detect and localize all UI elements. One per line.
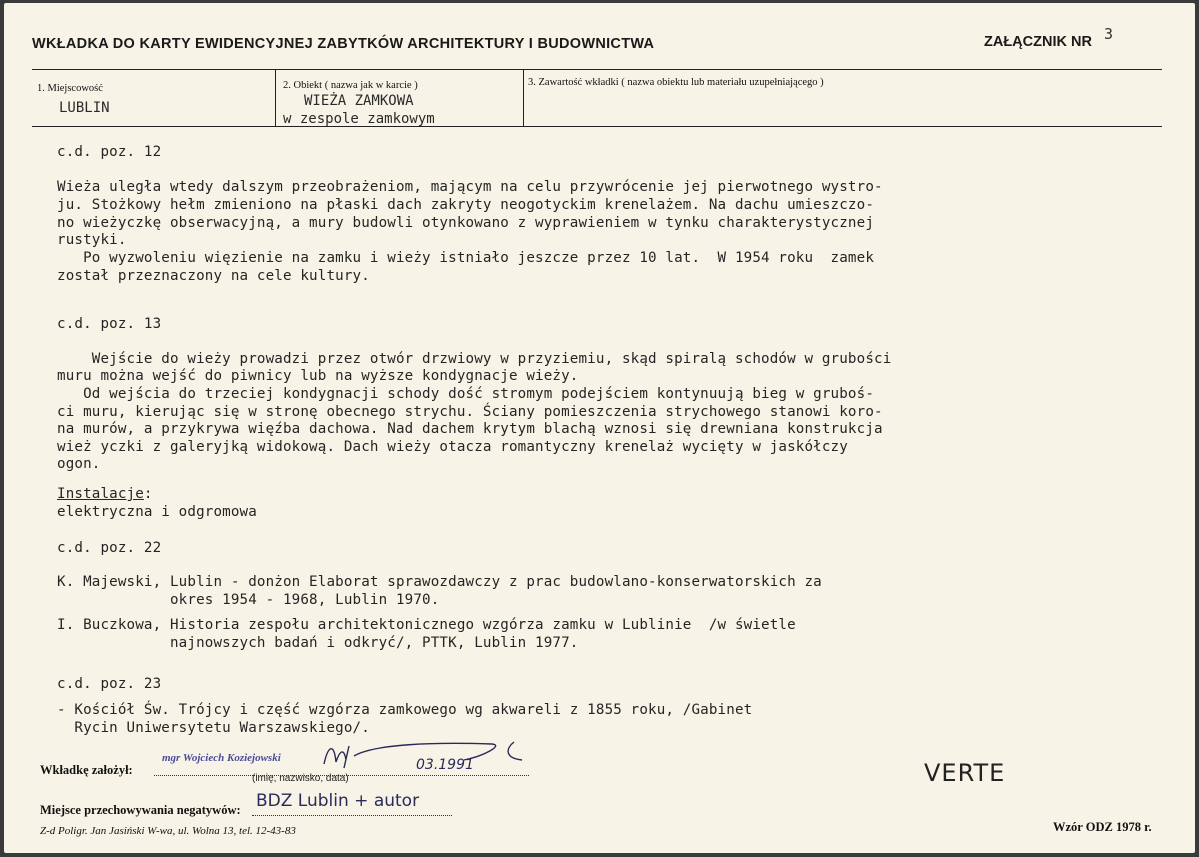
body-line: rustyki. [57,232,127,248]
body-line: elektryczna i odgromowa [57,504,257,520]
locality-value: LUBLIN [59,100,110,116]
attachment-number-value: 3 [1103,25,1113,43]
negatives-label: Miejsce przechowywania negatywów: [40,803,241,817]
body-line: wież yczki z galeryjką widokową. Dach wieży otacza romantyczny krenelaż wycięty w jaskółczy [57,439,848,455]
locality-label: 1. Miejscowość [37,83,103,94]
body-line: ci muru, kierując się w stronę obecnego strychu. Ściany pomieszczenia strychowego stanowi koro- [57,404,883,420]
body-line: ju. Stożkowy hełm zmieniono na płaski dach zakryty neogotyckim krenelażem. Na dachu umieszczo- [57,197,875,213]
body-line: Wejście do wieży prowadzi przez otwór drzwiowy w przyziemiu, skąd spiralą schodów w grubości [57,351,892,367]
installations-heading-text: Instalacje [57,486,144,502]
created-date: 03.1991 [416,757,474,773]
body-line: muru można wejść do piwnicy lub na wyższe kondygnacje wieży. [57,368,579,384]
printer-imprint: Z-d Poligr. Jan Jasiński W-wa, ul. Wolna 13, tel. 12-43-83 [40,825,296,837]
body-line: Po wyzwoleniu więzienie na zamku i wieży istniało jeszcze przez 10 lat. W 1954 roku zamek [57,250,875,266]
bibliography-line: najnowszych badań i odkryć/, PTTK, Lublin 1977. [57,635,579,651]
installations-heading [57,486,153,502]
body-line: ogon. [57,456,101,472]
body-line: Wieża uległa wtedy dalszym przeobrażeniom, mającym na celu przywrócenie jej pierwotnego wystro- [57,179,883,195]
verte-note: VERTE [924,759,1006,787]
object-label: 2. Obiekt ( nazwa jak w karcie ) [283,80,418,91]
installations-heading-colon: : [143,486,153,502]
form-model: Wzór ODZ 1978 r. [1053,820,1152,834]
body-line: no wieżyczkę obserwacyjną, a mury budowli otynkowano z wyprawieniem w tynku charakterystycznej [57,215,875,231]
bibliography-line: I. Buczkowa, Historia zespołu architektonicznego wzgórza zamku w Lublinie /w świetle [57,617,796,633]
body-line: został przeznaczony na cele kultury. [57,268,370,284]
negatives-dotted-line [252,815,452,816]
form-title: WKŁADKA DO KARTY EWIDENCYJNEJ ZABYTKÓW ARCHITEKTURY I BUDOWNICTWA [32,36,655,52]
object-value-line-1: WIEŻA ZAMKOWA [304,93,414,109]
object-value-line-2: w zespole zamkowym [283,111,435,127]
body-line: Od wejścia do trzeciej kondygnacji schody dość stromym podejściem kontynuują bieg w gruboś- [57,386,875,402]
body-line: - Kościół Św. Trójcy i część wzgórza zamkowego wg akwareli z 1855 roku, /Gabinet [57,702,753,718]
body-line: Rycin Uniwersytetu Warszawskiego/. [57,720,370,736]
section-heading: c.d. poz. 23 [57,676,162,692]
typed-body [57,3,1157,743]
record-card-insert [4,3,1195,853]
author-stamp: mgr Wojciech Koziejowski [162,752,281,764]
created-by-label: Wkładkę założył: [40,763,133,777]
section-heading: c.d. poz. 12 [57,144,162,160]
attachment-label: ZAŁĄCZNIK NR [984,34,1092,50]
section-heading: c.d. poz. 22 [57,540,162,556]
contents-label: 3. Zawartość wkładki ( nazwa obiektu lub materiału uzupełniającego ) [528,77,824,88]
created-by-hint: (imię, nazwisko, data) [252,773,349,784]
body-line: na murów, a przykrywa więźba dachowa. Nad dachem krytym blachą wznosi się drewniana konstrukcja [57,421,883,437]
bibliography-line: okres 1954 - 1968, Lublin 1970. [57,592,440,608]
bibliography-line: K. Majewski, Lublin - donżon Elaborat sprawozdawczy z prac budowlano-konserwatorskich za [57,574,822,590]
section-heading: c.d. poz. 13 [57,316,162,332]
negatives-value: BDZ Lublin + autor [256,791,420,811]
